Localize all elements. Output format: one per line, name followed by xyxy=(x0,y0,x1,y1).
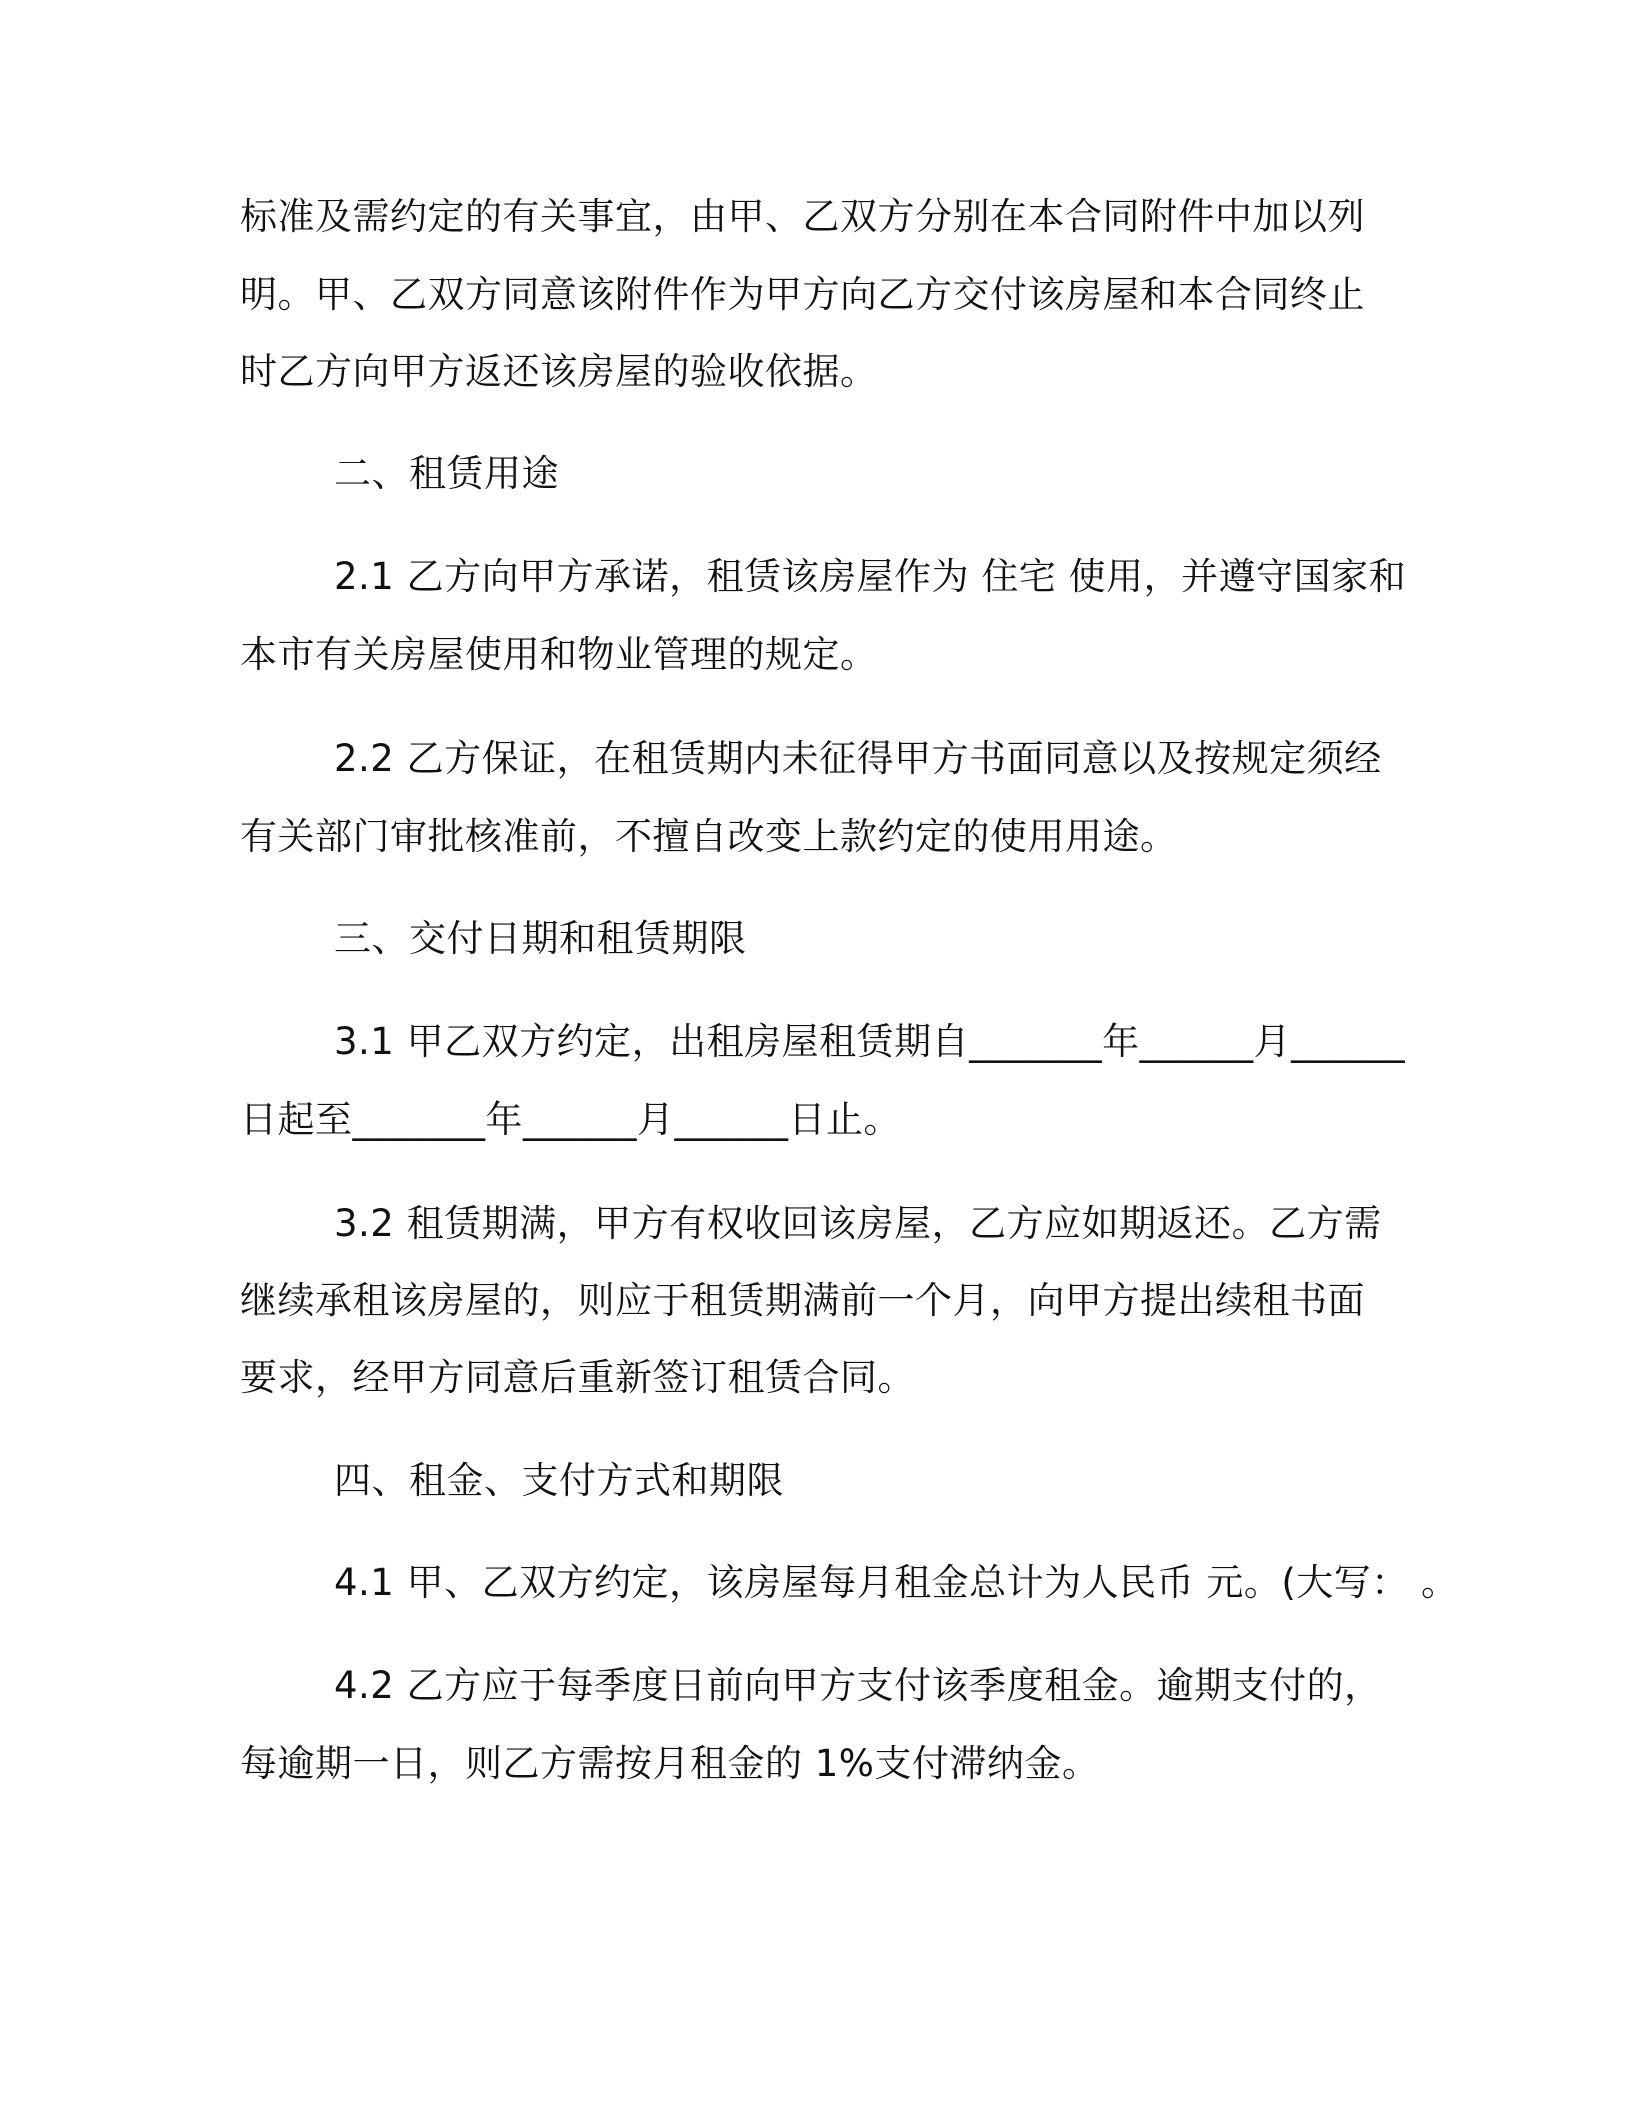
clause-3-1-line-1: 3.1 甲乙双方约定，出租房屋租赁期自_______年______月______ xyxy=(334,1020,1406,1063)
section-heading-term: 三、交付日期和租赁期限 xyxy=(334,917,747,960)
clause-4-1-line-1: 4.1 甲、乙双方约定，该房屋每月租金总计为人民币 元。(大写： 。 xyxy=(334,1561,1459,1604)
section-heading-purpose: 二、租赁用途 xyxy=(334,452,559,495)
clause-3-2-line-3: 要求，经甲方同意后重新签订租赁合同。 xyxy=(240,1356,915,1399)
clause-2-1-line-2: 本市有关房屋使用和物业管理的规定。 xyxy=(240,633,878,676)
clause-3-2-line-2: 继续承租该房屋的，则应于租赁期满前一个月，向甲方提出续租书面 xyxy=(240,1279,1365,1322)
section-heading-rent: 四、租金、支付方式和期限 xyxy=(334,1459,784,1502)
clause-4-2-line-1: 4.2 乙方应于每季度日前向甲方支付该季度租金。逾期支付的， xyxy=(334,1664,1382,1707)
text-line: 标准及需约定的有关事宜，由甲、乙双方分别在本合同附件中加以列 xyxy=(240,195,1365,238)
clause-3-1-line-2: 日起至_______年______月______日止。 xyxy=(240,1098,901,1141)
text-line: 时乙方向甲方返还该房屋的验收依据。 xyxy=(240,350,878,393)
clause-3-2-line-1: 3.2 租赁期满，甲方有权收回该房屋，乙方应如期返还。乙方需 xyxy=(334,1202,1382,1245)
clause-4-2-line-2: 每逾期一日，则乙方需按月租金的 1%支付滞纳金。 xyxy=(240,1742,1100,1785)
clause-2-2-line-2: 有关部门审批核准前，不擅自改变上款约定的使用用途。 xyxy=(240,815,1178,858)
clause-2-1-line-1: 2.1 乙方向甲方承诺，租赁该房屋作为 住宅 使用，并遵守国家和 xyxy=(334,555,1407,598)
text-line: 明。甲、乙双方同意该附件作为甲方向乙方交付该房屋和本合同终止 xyxy=(240,273,1365,316)
clause-2-2-line-1: 2.2 乙方保证，在租赁期内未征得甲方书面同意以及按规定须经 xyxy=(334,737,1382,780)
